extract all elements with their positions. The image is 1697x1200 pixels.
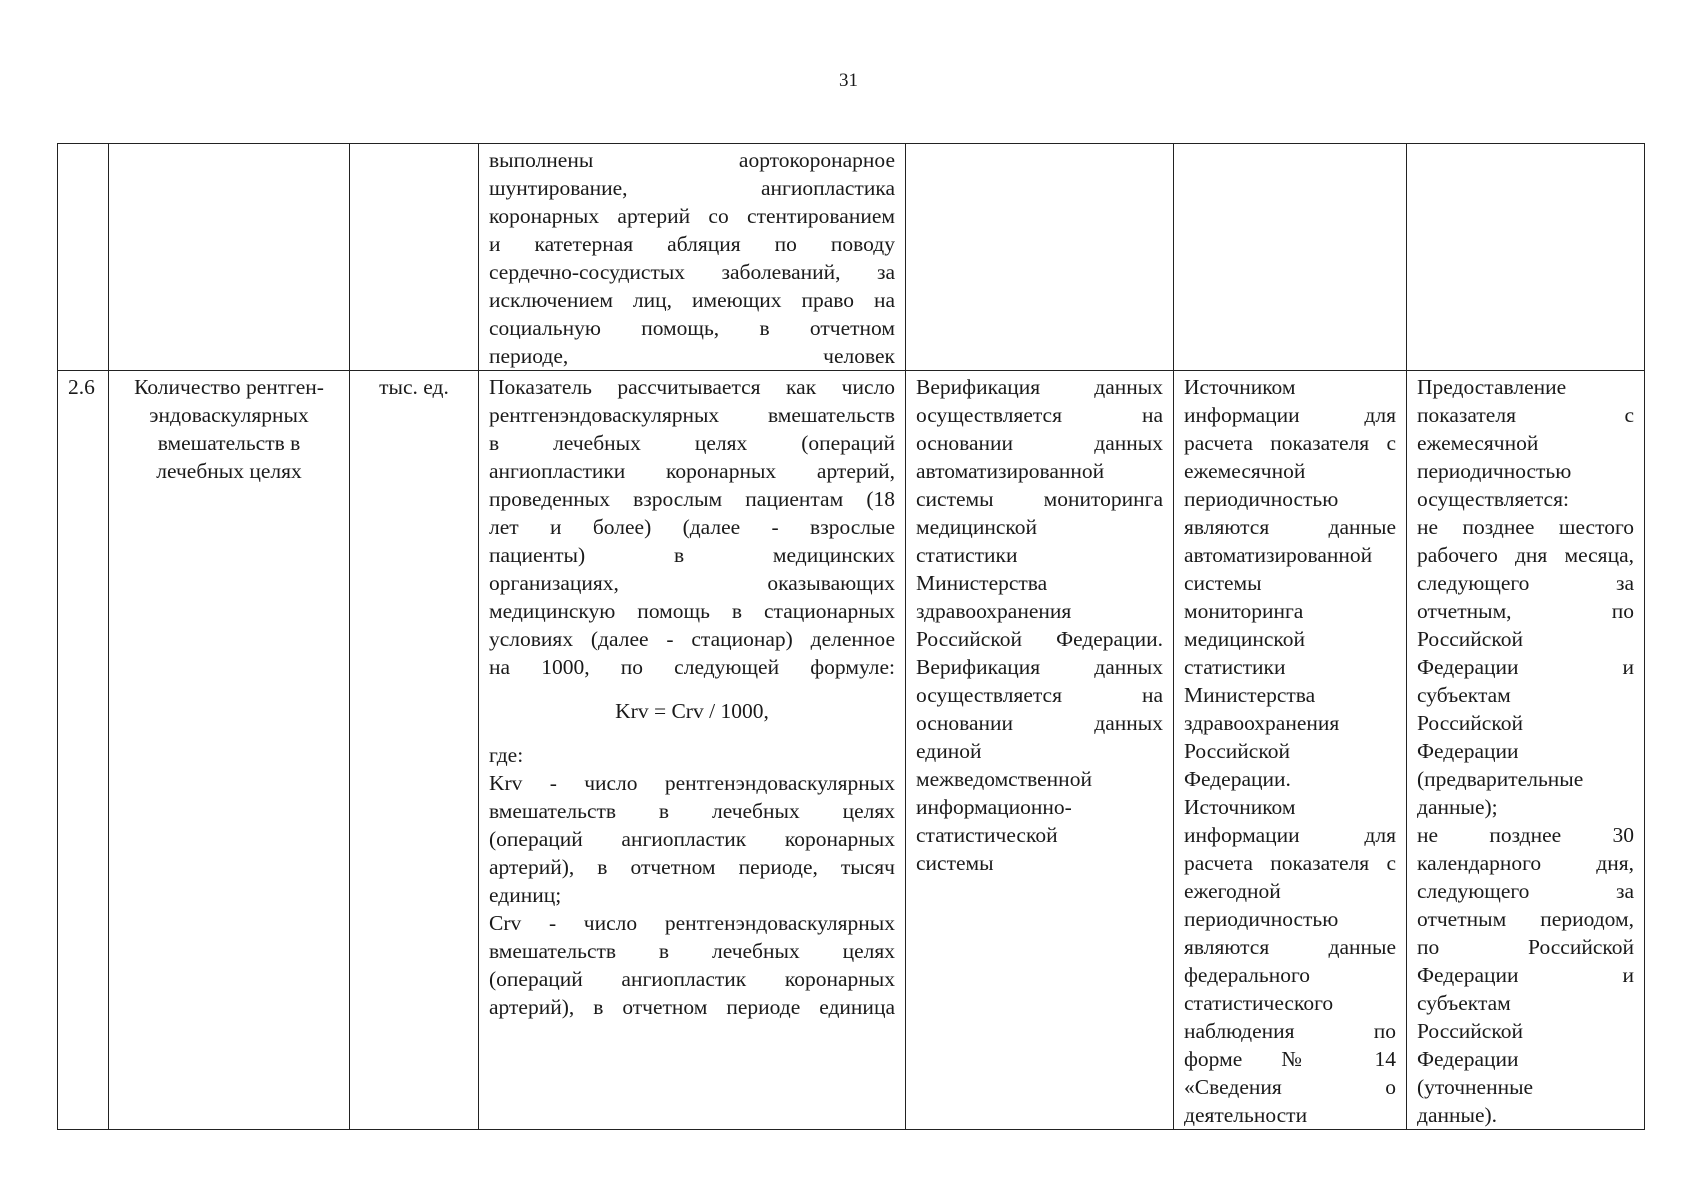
text-line: коронарных артерий со стентированием — [489, 204, 895, 228]
text-line: отчетным периодом, — [1417, 907, 1634, 931]
row-number: 2.6 — [58, 371, 109, 1130]
text-line: (уточненные — [1417, 1075, 1534, 1099]
method-where: где: — [489, 743, 524, 767]
text-line: Показатель рассчитывается как число — [489, 375, 895, 399]
text-line: отчетным, по — [1417, 599, 1634, 623]
text-line: форме № 14 — [1184, 1047, 1396, 1071]
description-text — [489, 146, 895, 370]
text-line: следующего за — [1417, 571, 1634, 595]
text-line: данные). — [1417, 1103, 1498, 1127]
text-line: по Российской — [1417, 935, 1634, 959]
text-line: медицинской — [916, 515, 1037, 539]
text-line: статистической — [916, 823, 1058, 847]
text-line: Верификация данных — [916, 655, 1163, 679]
text-line: статистики — [1184, 655, 1286, 679]
text-line: статистики — [916, 543, 1018, 567]
text-line: автоматизированной — [916, 459, 1105, 483]
cell-description-continued — [479, 144, 906, 371]
text-line: артерий), в отчетном периоде единица — [489, 995, 895, 1019]
cell-deadline-empty — [1407, 144, 1645, 371]
text-line: следующего за — [1417, 879, 1634, 903]
text-line: лечебных целях — [156, 459, 302, 483]
text-line: федерального — [1184, 963, 1310, 987]
text-line: Российской — [1417, 711, 1523, 735]
text-line: Предоставление — [1417, 375, 1567, 399]
text-line: периодичностью — [1184, 487, 1339, 511]
text-line: Количество рентген- — [134, 375, 324, 399]
cell-source-empty — [1174, 144, 1407, 371]
text-line: мониторинга — [1184, 599, 1304, 623]
text-line: Источником — [1184, 795, 1296, 819]
text-line: Российской — [1417, 627, 1523, 651]
text-line: организациях, оказывающих — [489, 571, 895, 595]
text-line: данные); — [1417, 795, 1498, 819]
text-line: статистического — [1184, 991, 1334, 1015]
text-line: эндоваскулярных — [149, 403, 309, 427]
text-line: информации для — [1184, 403, 1396, 427]
text-line: на 1000, по следующей формуле: — [489, 655, 895, 679]
text-line: календарного дня, — [1417, 851, 1634, 875]
text-line: лет и более) (далее - взрослые — [489, 515, 895, 539]
text-line: вмешательств в — [157, 431, 301, 455]
text-line: (предварительные — [1417, 767, 1584, 791]
text-line: периодичностью — [1184, 907, 1339, 931]
text-line: не позднее 30 — [1417, 823, 1634, 847]
page-number: 31 — [839, 70, 858, 91]
text-line: Crv - число рентгенэндоваскулярных — [489, 911, 895, 935]
cell-verification-empty — [906, 144, 1174, 371]
text-line: субъектам — [1417, 991, 1511, 1015]
text-line: Федерации. — [1184, 767, 1291, 791]
cell-unit-empty — [350, 144, 479, 371]
text-line: «Сведения о — [1184, 1075, 1396, 1099]
text-line: сердечно-сосудистых заболеваний, за — [489, 260, 895, 284]
text-line: Krv - число рентгенэндоваскулярных — [489, 771, 895, 795]
text-line: расчета показателя с — [1184, 431, 1396, 455]
text-line: артерий), в отчетном периоде, тысяч — [489, 855, 895, 879]
text-line: информации для — [1184, 823, 1396, 847]
method-cell — [479, 371, 906, 1130]
indicator-name-cell — [109, 371, 350, 1130]
cell-number-empty — [58, 144, 109, 371]
unit-label: тыс. ед. — [379, 375, 449, 399]
deadline-text — [1417, 373, 1634, 1129]
text-line: ангиопластики коронарных артерий, — [489, 459, 895, 483]
text-line: (операций ангиопластик коронарных — [489, 827, 895, 851]
verification-cell — [906, 371, 1174, 1130]
text-line: деятельности — [1184, 1103, 1308, 1127]
text-line: основании данных — [916, 711, 1163, 735]
text-line: единой — [916, 739, 982, 763]
text-line: вмешательств в лечебных целях — [489, 799, 895, 823]
text-line: наблюдения по — [1184, 1019, 1396, 1043]
text-line: Министерства — [1184, 683, 1316, 707]
text-line: системы — [916, 851, 994, 875]
text-line: Федерации и — [1417, 655, 1634, 679]
text-line: и катетерная абляция по поводу — [489, 232, 895, 256]
text-line: единиц; — [489, 883, 562, 907]
text-line: рентгенэндоваскулярных вмешательств — [489, 403, 895, 427]
text-line: социальную помощь, в отчетном — [489, 316, 895, 340]
text-line: Федерации — [1417, 739, 1519, 763]
text-line: являются данные — [1184, 515, 1396, 539]
text-line: Федерации и — [1417, 963, 1634, 987]
text-line: здравоохранения — [1184, 711, 1340, 735]
source-cell — [1174, 371, 1407, 1130]
text-line: ежегодной — [1184, 879, 1281, 903]
text-line: системы мониторинга — [916, 487, 1163, 511]
text-line: проведенных взрослым пациентам (18 — [489, 487, 895, 511]
text-line: расчета показателя с — [1184, 851, 1396, 875]
method-text-intro — [489, 373, 895, 681]
method-text-definitions — [489, 769, 895, 1021]
text-line: основании данных — [916, 431, 1163, 455]
text-line: являются данные — [1184, 935, 1396, 959]
table-row — [58, 371, 1645, 1130]
text-line: Федерации — [1417, 1047, 1519, 1071]
text-line: в лечебных целях (операций — [489, 431, 895, 455]
text-line: медицинской — [1184, 627, 1305, 651]
text-line: осуществляется: — [1417, 487, 1569, 511]
text-line: периодичностью — [1417, 459, 1572, 483]
indicator-name — [119, 373, 339, 485]
text-line: осуществляется на — [916, 683, 1163, 707]
text-line: не позднее шестого — [1417, 515, 1634, 539]
text-line: информационно- — [916, 795, 1072, 819]
text-line: системы — [1184, 571, 1262, 595]
continuation-row — [58, 144, 1645, 371]
text-line: здравоохранения — [916, 599, 1072, 623]
unit-cell — [350, 371, 479, 1130]
text-line: рабочего дня месяца, — [1417, 543, 1634, 567]
text-line: периоде, человек — [489, 344, 895, 368]
formula: Krv = Crv / 1000, — [615, 699, 769, 723]
text-line: (операций ангиопластик коронарных — [489, 967, 895, 991]
text-line: Российской — [1417, 1019, 1523, 1043]
text-line: субъектам — [1417, 683, 1511, 707]
text-line: автоматизированной — [1184, 543, 1373, 567]
indicator-table — [57, 143, 1645, 1130]
text-line: ежемесячной — [1417, 431, 1539, 455]
text-line: исключением лиц, имеющих право на — [489, 288, 895, 312]
text-line: выполнены аортокоронарное — [489, 148, 895, 172]
text-line: шунтирование, ангиопластика — [489, 176, 895, 200]
verification-text — [916, 373, 1163, 877]
text-line: межведомственной — [916, 767, 1092, 791]
cell-name-empty — [109, 144, 350, 371]
deadline-cell — [1407, 371, 1645, 1130]
text-line: осуществляется на — [916, 403, 1163, 427]
text-line: медицинскую помощь в стационарных — [489, 599, 895, 623]
text-line: пациенты) в медицинских — [489, 543, 895, 567]
text-line: Источником — [1184, 375, 1296, 399]
text-line: показателя с — [1417, 403, 1634, 427]
text-line: вмешательств в лечебных целях — [489, 939, 895, 963]
text-line: Министерства — [916, 571, 1048, 595]
text-line: Российской Федерации. — [916, 627, 1163, 651]
text-line: условиях (далее - стационар) деленное — [489, 627, 895, 651]
source-text — [1184, 373, 1396, 1129]
text-line: ежемесячной — [1184, 459, 1306, 483]
text-line: Российской — [1184, 739, 1290, 763]
text-line: Верификация данных — [916, 375, 1163, 399]
